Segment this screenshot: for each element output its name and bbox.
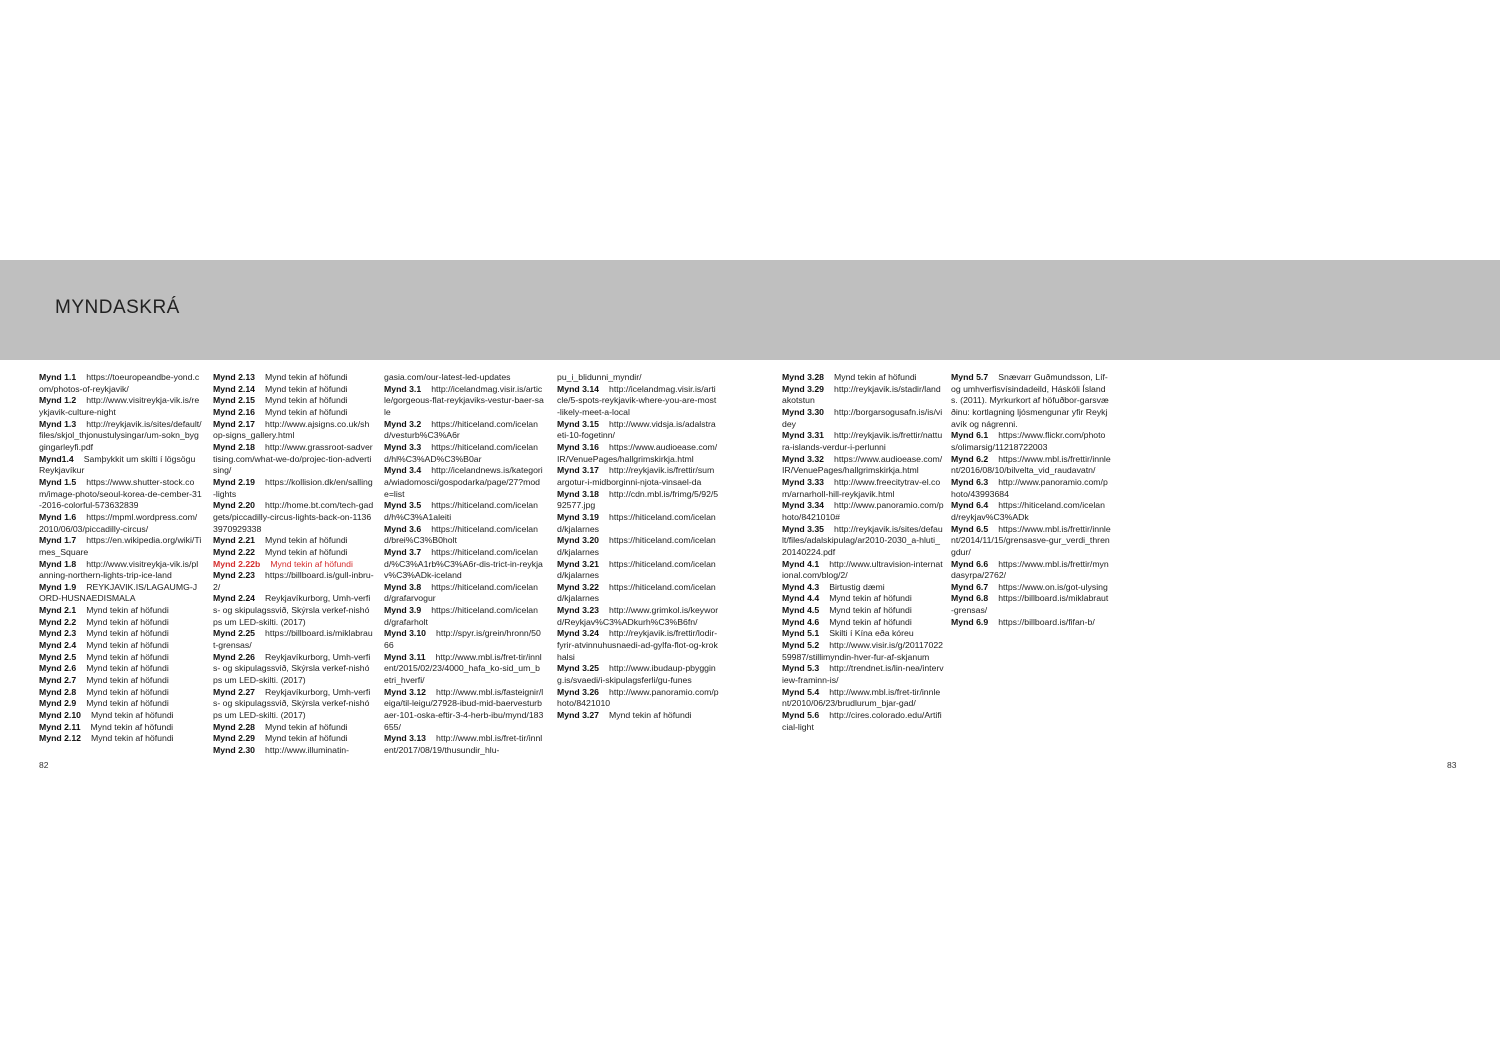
- reference-entry: [782, 454, 944, 477]
- reference-entry: [782, 430, 944, 453]
- figure-source: Reykjavíkurborg, Umh-verfis- og skipulagssvið, Skýrsla verkef-nishóps um LED-skilti. (2017): [213, 651, 371, 686]
- figure-label: Mynd 4.5: [782, 605, 820, 616]
- reference-entry: [951, 582, 1111, 594]
- reference-entry: [213, 652, 374, 687]
- figure-label: Mynd 3.11: [384, 651, 426, 662]
- figure-label: Mynd 2.18: [213, 441, 256, 452]
- reference-column-3: [384, 372, 544, 757]
- reference-entry: [384, 628, 544, 651]
- figure-label: Mynd 3.17: [557, 465, 600, 476]
- reference-entry: [213, 395, 374, 407]
- figure-source: Mynd tekin af höfundi: [86, 651, 169, 662]
- reference-entry: [213, 628, 374, 651]
- figure-label: Mynd 2.4: [39, 640, 77, 651]
- figure-label: Mynd 5.7: [951, 372, 989, 382]
- figure-source: http://www.visir.is/g/2011702259987/stillimyndin-hver-fur-af-skjanum: [782, 640, 943, 662]
- figure-source: https://www.audioease.com/IR/VenuePages/hallgrimskirkja.html: [782, 453, 943, 476]
- reference-entry: [39, 419, 202, 454]
- reference-entry: [557, 419, 719, 442]
- figure-source: Samþykkit um skilti í lögsögu Reykjavíkur: [39, 453, 196, 476]
- reference-entry: [39, 512, 202, 535]
- reference-entry: [951, 454, 1111, 477]
- page-title: MYNDASKRÁ: [55, 297, 180, 318]
- figure-source: http://borgarsogusafn.is/is/videy: [782, 406, 943, 429]
- reference-entry: [557, 512, 719, 535]
- figure-source: Mynd tekin af höfundi: [86, 628, 169, 639]
- figure-label: Mynd 3.12: [384, 686, 427, 697]
- figure-label: Mynd 2.25: [213, 628, 256, 639]
- figure-label: Mynd 3.2: [384, 418, 422, 429]
- figure-source: http://www.freecitytrav-el.com/arnarholl-hill-reykjavik.html: [782, 476, 941, 499]
- figure-source: http://reykjavik.is/frettir/sumargotur-i-midborginni-njota-vinsael-da: [557, 465, 715, 487]
- figure-label: Mynd 2.13: [213, 372, 256, 382]
- figure-source: Mynd tekin af höfundi: [86, 698, 169, 709]
- figure-source: Mynd tekin af höfundi: [829, 593, 912, 604]
- figure-source: https://hiticeland.com/iceland/kjalarnes: [557, 581, 716, 604]
- figure-label: Mynd 3.33: [782, 476, 825, 487]
- reference-entry: [213, 500, 374, 535]
- figure-source: https://www.on.is/got-ulysing: [998, 581, 1108, 592]
- reference-entry: [39, 395, 202, 418]
- figure-label: Mynd 3.8: [384, 581, 422, 592]
- figure-label: Mynd 3.6: [384, 523, 422, 534]
- figure-label: Mynd 4.1: [782, 558, 820, 569]
- figure-source: Mynd tekin af höfundi: [265, 383, 348, 394]
- figure-source: http://reykjavik.is/sites/default/files/skjol_thjonustulysingar/um-sokn_byggingarleyfi.pdf: [39, 418, 202, 452]
- figure-source: Mynd tekin af höfundi: [265, 406, 348, 417]
- figure-source: http://www.panoramio.com/photo/8421010#: [782, 500, 944, 522]
- figure-source: http://cires.colorado.edu/Artificial-light: [782, 710, 942, 732]
- reference-entry: [384, 524, 544, 547]
- reference-column-5: [782, 372, 944, 733]
- figure-source: REYKJAVIK.IS/LAGAUMG-JORD-HUSNAEDISMALA: [39, 581, 198, 604]
- figure-label: Mynd 5.6: [782, 710, 820, 721]
- figure-label: Mynd 6.8: [951, 593, 989, 604]
- figure-source: http://www.grassroot-sadvertising.com/what-we-do/projec-tion-advertising/: [213, 441, 373, 476]
- figure-label: Mynd 3.35: [782, 523, 825, 534]
- figure-label: Mynd 3.32: [782, 453, 825, 464]
- figure-source: Mynd tekin af höfundi: [265, 395, 348, 406]
- reference-entry: [782, 500, 944, 523]
- reference-entry: [557, 489, 719, 512]
- reference-entry: [39, 559, 202, 582]
- header-band: [0, 260, 1500, 360]
- figure-source: https://billboard.is/miklabraut-grensas/: [213, 628, 373, 651]
- reference-entry: [384, 687, 544, 734]
- figure-label: Mynd 3.27: [557, 710, 600, 721]
- figure-label: Mynd 1.8: [39, 558, 77, 569]
- figure-source: Mynd tekin af höfundi: [270, 558, 353, 569]
- figure-label: Mynd 3.30: [782, 406, 825, 417]
- figure-source: http://reykjavik.is/stadir/landakotstun: [782, 383, 941, 406]
- figure-label: Mynd 2.12: [39, 733, 82, 744]
- reference-entry: [213, 733, 374, 745]
- reference-entry: [557, 559, 719, 582]
- reference-entry: [213, 570, 374, 593]
- figure-source: http://home.bt.com/tech-gadgets/piccadilly-circus-lights-back-on-11363970929338: [213, 500, 374, 534]
- reference-entry: [951, 593, 1111, 616]
- figure-source: Mynd tekin af höfundi: [265, 372, 348, 382]
- figure-source: http://reykjavik.is/frettir/nattura-islands-verdur-i-perlunni: [782, 430, 943, 452]
- reference-entry: [951, 477, 1111, 500]
- reference-entry: [557, 663, 719, 686]
- reference-entry: [951, 430, 1111, 453]
- figure-source: https://www.flickr.com/photos/olimarsig/11218722003: [951, 430, 1106, 452]
- reference-entry: [39, 477, 202, 512]
- figure-source: https://hiticeland.com/iceland/grafarholt: [384, 605, 538, 627]
- figure-label: Mynd 5.3: [782, 663, 820, 674]
- reference-entry: [782, 663, 944, 686]
- reference-entry: [384, 465, 544, 500]
- reference-entry: [39, 617, 202, 629]
- reference-entry: [782, 710, 944, 733]
- reference-entry: [384, 442, 544, 465]
- reference-column-4: [557, 372, 719, 722]
- reference-entry: [213, 593, 374, 628]
- reference-entry: [384, 605, 544, 628]
- figure-source: http://www.grimkol.is/keyword/Reykjav%C3%ADkurh%C3%B6fn/: [557, 605, 719, 627]
- figure-source: Mynd tekin af höfundi: [91, 733, 174, 744]
- figure-label: Mynd 2.17: [213, 418, 256, 429]
- figure-label: Mynd 2.6: [39, 663, 77, 674]
- figure-source: Mynd tekin af höfundi: [86, 605, 169, 616]
- figure-source: https://hiticeland.com/iceland/h%C3%A1aleiti: [384, 500, 538, 522]
- figure-label: Mynd 6.3: [951, 476, 989, 487]
- figure-label: Mynd 3.4: [384, 465, 422, 476]
- figure-label: Mynd 2.22: [213, 546, 256, 557]
- reference-entry: [213, 547, 374, 559]
- reference-entry: [782, 372, 944, 384]
- figure-source: Snævarr Guðmundsson, Líf- og umhverfisvísindadeild, Háskóli Íslands. (2011). Myrkurkort af höfuðbor-garsvæðinu: kortlagning ljósmengunar yfir Reykjavík og nágrenni.: [951, 372, 1109, 429]
- reference-entry: [557, 582, 719, 605]
- figure-source: http://cdn.mbl.is/frimg/5/92/592577.jpg: [557, 488, 719, 511]
- figure-label: Mynd 2.19: [213, 476, 256, 487]
- figure-source: http://www.mbl.is/fasteignir/leiga/til-leigu/27928-ibud-mid-baervesturbaer-101-oska-eftir-3-4-herb-ibu/mynd/183655/: [384, 686, 544, 732]
- reference-entry: [39, 733, 202, 745]
- figure-label: Mynd 3.28: [782, 372, 825, 382]
- figure-label: Mynd 2.11: [39, 721, 81, 732]
- figure-label: Mynd 3.16: [557, 441, 600, 452]
- figure-label: Mynd 4.4: [782, 593, 820, 604]
- figure-source: Mynd tekin af höfundi: [86, 675, 169, 686]
- figure-source: http://www.vidsja.is/adalstraeti-10-fogetinn/: [557, 418, 716, 441]
- figure-label: Mynd 4.6: [782, 616, 820, 627]
- figure-label: Mynd1.4: [39, 453, 74, 464]
- figure-label: Mynd 6.2: [951, 453, 989, 464]
- reference-entry: [782, 605, 944, 617]
- figure-label: Mynd 3.34: [782, 500, 825, 511]
- figure-label: Mynd 2.21: [213, 535, 256, 546]
- reference-entry: [39, 652, 202, 664]
- figure-source: Mynd tekin af höfundi: [265, 721, 348, 732]
- figure-label: Mynd 1.7: [39, 535, 77, 546]
- figure-source: http://www.ultravision-international.com/blog/2/: [782, 558, 943, 581]
- reference-entry: [213, 687, 374, 722]
- figure-source: https://www.shutter-stock.com/image-photo/seoul-korea-de-cember-31-2016-colorful-573632839: [39, 476, 202, 511]
- figure-source: http://www.visitreykja-vik.is/reykjavik-culture-night: [39, 395, 200, 417]
- reference-entry: [213, 372, 374, 384]
- figure-source: http://www.panoramio.com/photo/8421010: [557, 686, 719, 709]
- figure-source: https://en.wikipedia.org/wiki/Times_Square: [39, 535, 202, 557]
- figure-label: Mynd 2.22b: [213, 558, 261, 569]
- figure-source: gasia.com/our-latest-led-updates: [384, 372, 511, 382]
- figure-source: https://hiticeland.com/iceland/kjalarnes: [557, 558, 716, 581]
- figure-label: Mynd 1.5: [39, 476, 77, 487]
- figure-label: Mynd 2.30: [213, 745, 256, 755]
- figure-label: Mynd 3.10: [384, 628, 427, 639]
- figure-source: Mynd tekin af höfundi: [265, 733, 348, 744]
- reference-entry: [782, 559, 944, 582]
- figure-source: Birtustig dæmi: [829, 581, 885, 592]
- figure-label: Mynd 3.3: [384, 441, 422, 452]
- figure-label: Mynd 3.13: [384, 733, 427, 744]
- figure-source: http://www.ajsigns.co.uk/shop-signs_gallery.html: [213, 418, 370, 441]
- reference-entry: [557, 465, 719, 488]
- figure-label: Mynd 3.14: [557, 383, 600, 394]
- reference-entry: [557, 384, 719, 419]
- figure-source: http://spyr.is/grein/hronn/5066: [384, 628, 541, 651]
- figure-source: Mynd tekin af höfundi: [265, 546, 348, 557]
- reference-entry: [782, 617, 944, 629]
- reference-column-2: [213, 372, 374, 757]
- reference-entry: [384, 419, 544, 442]
- figure-label: Mynd 3.31: [782, 430, 825, 441]
- reference-entry: [213, 722, 374, 734]
- page-number-left: 82: [39, 760, 49, 770]
- figure-source: https://hiticeland.com/iceland/kjalarnes: [557, 535, 716, 557]
- figure-source: https://toeuropeandbe-yond.com/photos-of-reykjavik/: [39, 372, 200, 394]
- figure-source: https://billboard.is/miklabraut-grensas/: [951, 593, 1109, 616]
- figure-source: https://hiticeland.com/iceland/%C3%A1rb%C3%A6r-dis-trict-in-reykjav%C3%ADk-iceland: [384, 546, 543, 581]
- reference-entry: [782, 640, 944, 663]
- figure-label: Mynd 2.29: [213, 733, 256, 744]
- reference-column-1: [39, 372, 202, 745]
- figure-label: Mynd 5.1: [782, 628, 820, 639]
- figure-source: Reykjavíkurborg, Umh-verfis- og skipulagssvið, Skýrsla verkef-nishóps um LED-skilti. (2017): [213, 686, 371, 721]
- figure-source: http://www.illuminatin-: [265, 745, 350, 755]
- figure-label: Mynd 2.20: [213, 500, 256, 511]
- figure-source: https://hiticeland.com/iceland/reykjav%C3%ADk: [951, 500, 1105, 522]
- reference-entry: [213, 407, 374, 419]
- reference-entry: [782, 582, 944, 594]
- figure-label: Mynd 2.14: [213, 383, 256, 394]
- reference-entry: [39, 640, 202, 652]
- reference-entry: [213, 442, 374, 477]
- reference-entry: [557, 372, 719, 384]
- figure-source: pu_i_blidunni_myndir/: [557, 372, 642, 382]
- reference-entry: [557, 687, 719, 710]
- figure-label: Mynd 3.7: [384, 546, 422, 557]
- reference-entry: [951, 617, 1111, 629]
- figure-source: http://www.visitreykja-vik.is/planning-northern-lights-trip-ice-land: [39, 558, 199, 581]
- figure-label: Mynd 3.24: [557, 628, 600, 639]
- figure-source: http://www.panoramio.com/photo/43993684: [951, 476, 1108, 499]
- reference-entry: [39, 605, 202, 617]
- figure-source: Mynd tekin af höfundi: [86, 616, 169, 627]
- figure-label: Mynd 5.4: [782, 686, 820, 697]
- figure-source: http://www.ibudaup-pbygging.is/svaedi/i-skipulagsferli/gu-funes: [557, 663, 716, 686]
- figure-label: Mynd 5.2: [782, 640, 820, 651]
- reference-entry: [213, 477, 374, 500]
- figure-label: Mynd 3.19: [557, 511, 600, 522]
- figure-label: Mynd 2.7: [39, 675, 77, 686]
- reference-entry: [782, 628, 944, 640]
- figure-label: Mynd 6.9: [951, 616, 989, 627]
- reference-entry: [39, 675, 202, 687]
- figure-source: http://icelandnews.is/kategoria/wiadomosci/gospodarka/page/27?mode=list: [384, 465, 543, 499]
- figure-label: Mynd 2.24: [213, 593, 256, 604]
- figure-source: https://hiticeland.com/iceland/kjalarnes: [557, 511, 716, 534]
- figure-label: Mynd 2.26: [213, 651, 256, 662]
- figure-source: http://www.mbl.is/fret-tir/innlent/2017/08/19/thusundir_hlu-: [384, 733, 543, 755]
- figure-label: Mynd 2.15: [213, 395, 256, 406]
- reference-entry: [39, 372, 202, 395]
- reference-entry: [782, 687, 944, 710]
- reference-entry: [384, 582, 544, 605]
- reference-column-6: [951, 372, 1111, 628]
- figure-label: Mynd 2.10: [39, 710, 82, 721]
- figure-source: http://www.mbl.is/fret-tir/innlent/2015/02/23/4000_hafa_ko-sid_um_betri_hverfi/: [384, 651, 542, 686]
- figure-label: Mynd 2.9: [39, 698, 77, 709]
- figure-source: http://reykjavik.is/frettir/lodir-fyrir-atvinnuhusnaedi-ad-gylfa-flot-og-krokhalsi: [557, 628, 718, 662]
- figure-source: Mynd tekin af höfundi: [265, 535, 348, 546]
- figure-label: Mynd 1.3: [39, 418, 77, 429]
- reference-entry: [782, 477, 944, 500]
- figure-label: Mynd 6.4: [951, 500, 989, 511]
- reference-entry: [39, 722, 202, 734]
- figure-label: Mynd 2.16: [213, 406, 256, 417]
- reference-entry: [39, 582, 202, 605]
- figure-label: Mynd 1.6: [39, 511, 77, 522]
- reference-entry: [384, 384, 544, 419]
- figure-source: Mynd tekin af höfundi: [829, 616, 912, 627]
- figure-source: https://kollision.dk/en/salling-lights: [213, 476, 373, 499]
- reference-entry: [213, 419, 374, 442]
- figure-source: https://hiticeland.com/iceland/grafarvogur: [384, 581, 538, 604]
- reference-entry: [782, 384, 944, 407]
- figure-label: Mynd 2.8: [39, 686, 77, 697]
- figure-source: http://www.mbl.is/fret-tir/innlent/2010/06/23/brudlurum_bjar-gad/: [782, 686, 941, 709]
- figure-source: Mynd tekin af höfundi: [86, 663, 169, 674]
- reference-entry: [39, 710, 202, 722]
- figure-source: Mynd tekin af höfundi: [609, 710, 692, 721]
- figure-label: Mynd 2.1: [39, 605, 77, 616]
- figure-label: Mynd 3.21: [557, 558, 600, 569]
- figure-label: Mynd 2.3: [39, 628, 77, 639]
- figure-source: https://hiticeland.com/iceland/brei%C3%B0holt: [384, 523, 538, 546]
- reference-entry: [384, 547, 544, 582]
- reference-entry: [213, 535, 374, 547]
- figure-label: Mynd 2.28: [213, 721, 256, 732]
- figure-label: Mynd 1.2: [39, 395, 77, 406]
- figure-label: Mynd 2.27: [213, 686, 256, 697]
- figure-label: Mynd 3.26: [557, 686, 600, 697]
- figure-source: Skilti í Kína eða kóreu: [829, 628, 914, 639]
- figure-label: Mynd 3.1: [384, 383, 422, 394]
- figure-source: https://www.mbl.is/frettir/myndasyrpa/2762/: [951, 558, 1109, 581]
- reference-entry: [384, 733, 544, 756]
- figure-source: Mynd tekin af höfundi: [86, 640, 169, 651]
- figure-source: Reykjavíkurborg, Umh-verfis- og skipulagssvið, Skýrsla verkef-nishóps um LED-skilti. (2017): [213, 593, 371, 627]
- figure-source: http://reykjavik.is/sites/default/files/adalskipulag/ar2010-2030_a-hluti_20140224.pdf: [782, 523, 943, 557]
- reference-entry: [557, 628, 719, 663]
- figure-label: Mynd 6.5: [951, 523, 989, 534]
- reference-entry: [951, 559, 1111, 582]
- reference-entry: [782, 593, 944, 605]
- figure-label: Mynd 6.1: [951, 430, 989, 441]
- figure-source: https://billboard.is/fifan-b/: [998, 616, 1095, 627]
- figure-source: Mynd tekin af höfundi: [834, 372, 917, 382]
- figure-source: http://icelandmag.visir.is/article/5-spots-reykjavik-where-you-are-most-likely-meet-a-local: [557, 383, 717, 417]
- figure-source: https://hiticeland.com/iceland/hl%C3%AD%C3%B0ar: [384, 441, 538, 464]
- figure-label: Mynd 3.5: [384, 500, 422, 511]
- figure-label: Mynd 3.29: [782, 383, 825, 394]
- reference-entry: [213, 745, 374, 757]
- reference-entry: [39, 663, 202, 675]
- figure-label: Mynd 3.22: [557, 581, 600, 592]
- figure-source: http://icelandmag.visir.is/article/gorgeous-flat-reykjaviks-vestur-baer-sale: [384, 383, 544, 417]
- figure-label: Mynd 3.18: [557, 488, 600, 499]
- figure-label: Mynd 2.23: [213, 570, 256, 581]
- reference-entry: [39, 454, 202, 477]
- figure-label: Mynd 3.15: [557, 418, 600, 429]
- reference-entry: [951, 524, 1111, 559]
- reference-entry: [384, 372, 544, 384]
- figure-label: Mynd 6.6: [951, 558, 989, 569]
- reference-entry: [39, 698, 202, 710]
- reference-entry: [557, 605, 719, 628]
- figure-label: Mynd 3.20: [557, 535, 600, 546]
- figure-label: Mynd 2.2: [39, 616, 77, 627]
- reference-entry: [951, 372, 1111, 430]
- reference-entry: [782, 407, 944, 430]
- figure-source: Mynd tekin af höfundi: [86, 686, 169, 697]
- figure-source: https://www.audioease.com/IR/VenuePages/hallgrimskirkja.html: [557, 441, 718, 464]
- figure-label: Mynd 3.25: [557, 663, 600, 674]
- reference-entry: [39, 628, 202, 640]
- reference-entry: [384, 652, 544, 687]
- figure-label: Mynd 1.9: [39, 581, 77, 592]
- figure-source: https://mpml.wordpress.com/2010/06/03/piccadilly-circus/: [39, 511, 198, 534]
- reference-entry: [557, 710, 719, 722]
- page-number-right: 83: [1447, 760, 1457, 770]
- reference-entry: [39, 535, 202, 558]
- reference-entry: [39, 687, 202, 699]
- reference-entry: [557, 442, 719, 465]
- figure-source: https://www.mbl.is/frettir/innlent/2014/11/15/grensasve-gur_verdi_threngdur/: [951, 523, 1111, 557]
- reference-entry: [782, 524, 944, 559]
- figure-label: Mynd 3.9: [384, 605, 422, 616]
- figure-source: http://trendnet.is/lin-nea/interview-framinn-is/: [782, 663, 944, 686]
- reference-entry: [213, 559, 374, 571]
- figure-label: Mynd 2.5: [39, 651, 77, 662]
- figure-source: https://hiticeland.com/iceland/vesturb%C3%A6r: [384, 418, 538, 441]
- reference-entry: [384, 500, 544, 523]
- figure-label: Mynd 4.3: [782, 581, 820, 592]
- reference-entry: [557, 535, 719, 558]
- figure-label: Mynd 6.7: [951, 581, 989, 592]
- figure-source: Mynd tekin af höfundi: [90, 721, 174, 732]
- figure-label: Mynd 1.1: [39, 372, 77, 382]
- figure-label: Mynd 3.23: [557, 605, 600, 616]
- reference-entry: [951, 500, 1111, 523]
- figure-source: https://www.mbl.is/frettir/innlent/2016/08/10/bilvelta_vid_raudavatn/: [951, 453, 1111, 476]
- reference-entry: [213, 384, 374, 396]
- figure-source: https://billboard.is/gull-inbru-2/: [213, 570, 374, 592]
- figure-source: Mynd tekin af höfundi: [829, 605, 912, 616]
- figure-source: Mynd tekin af höfundi: [91, 710, 174, 721]
